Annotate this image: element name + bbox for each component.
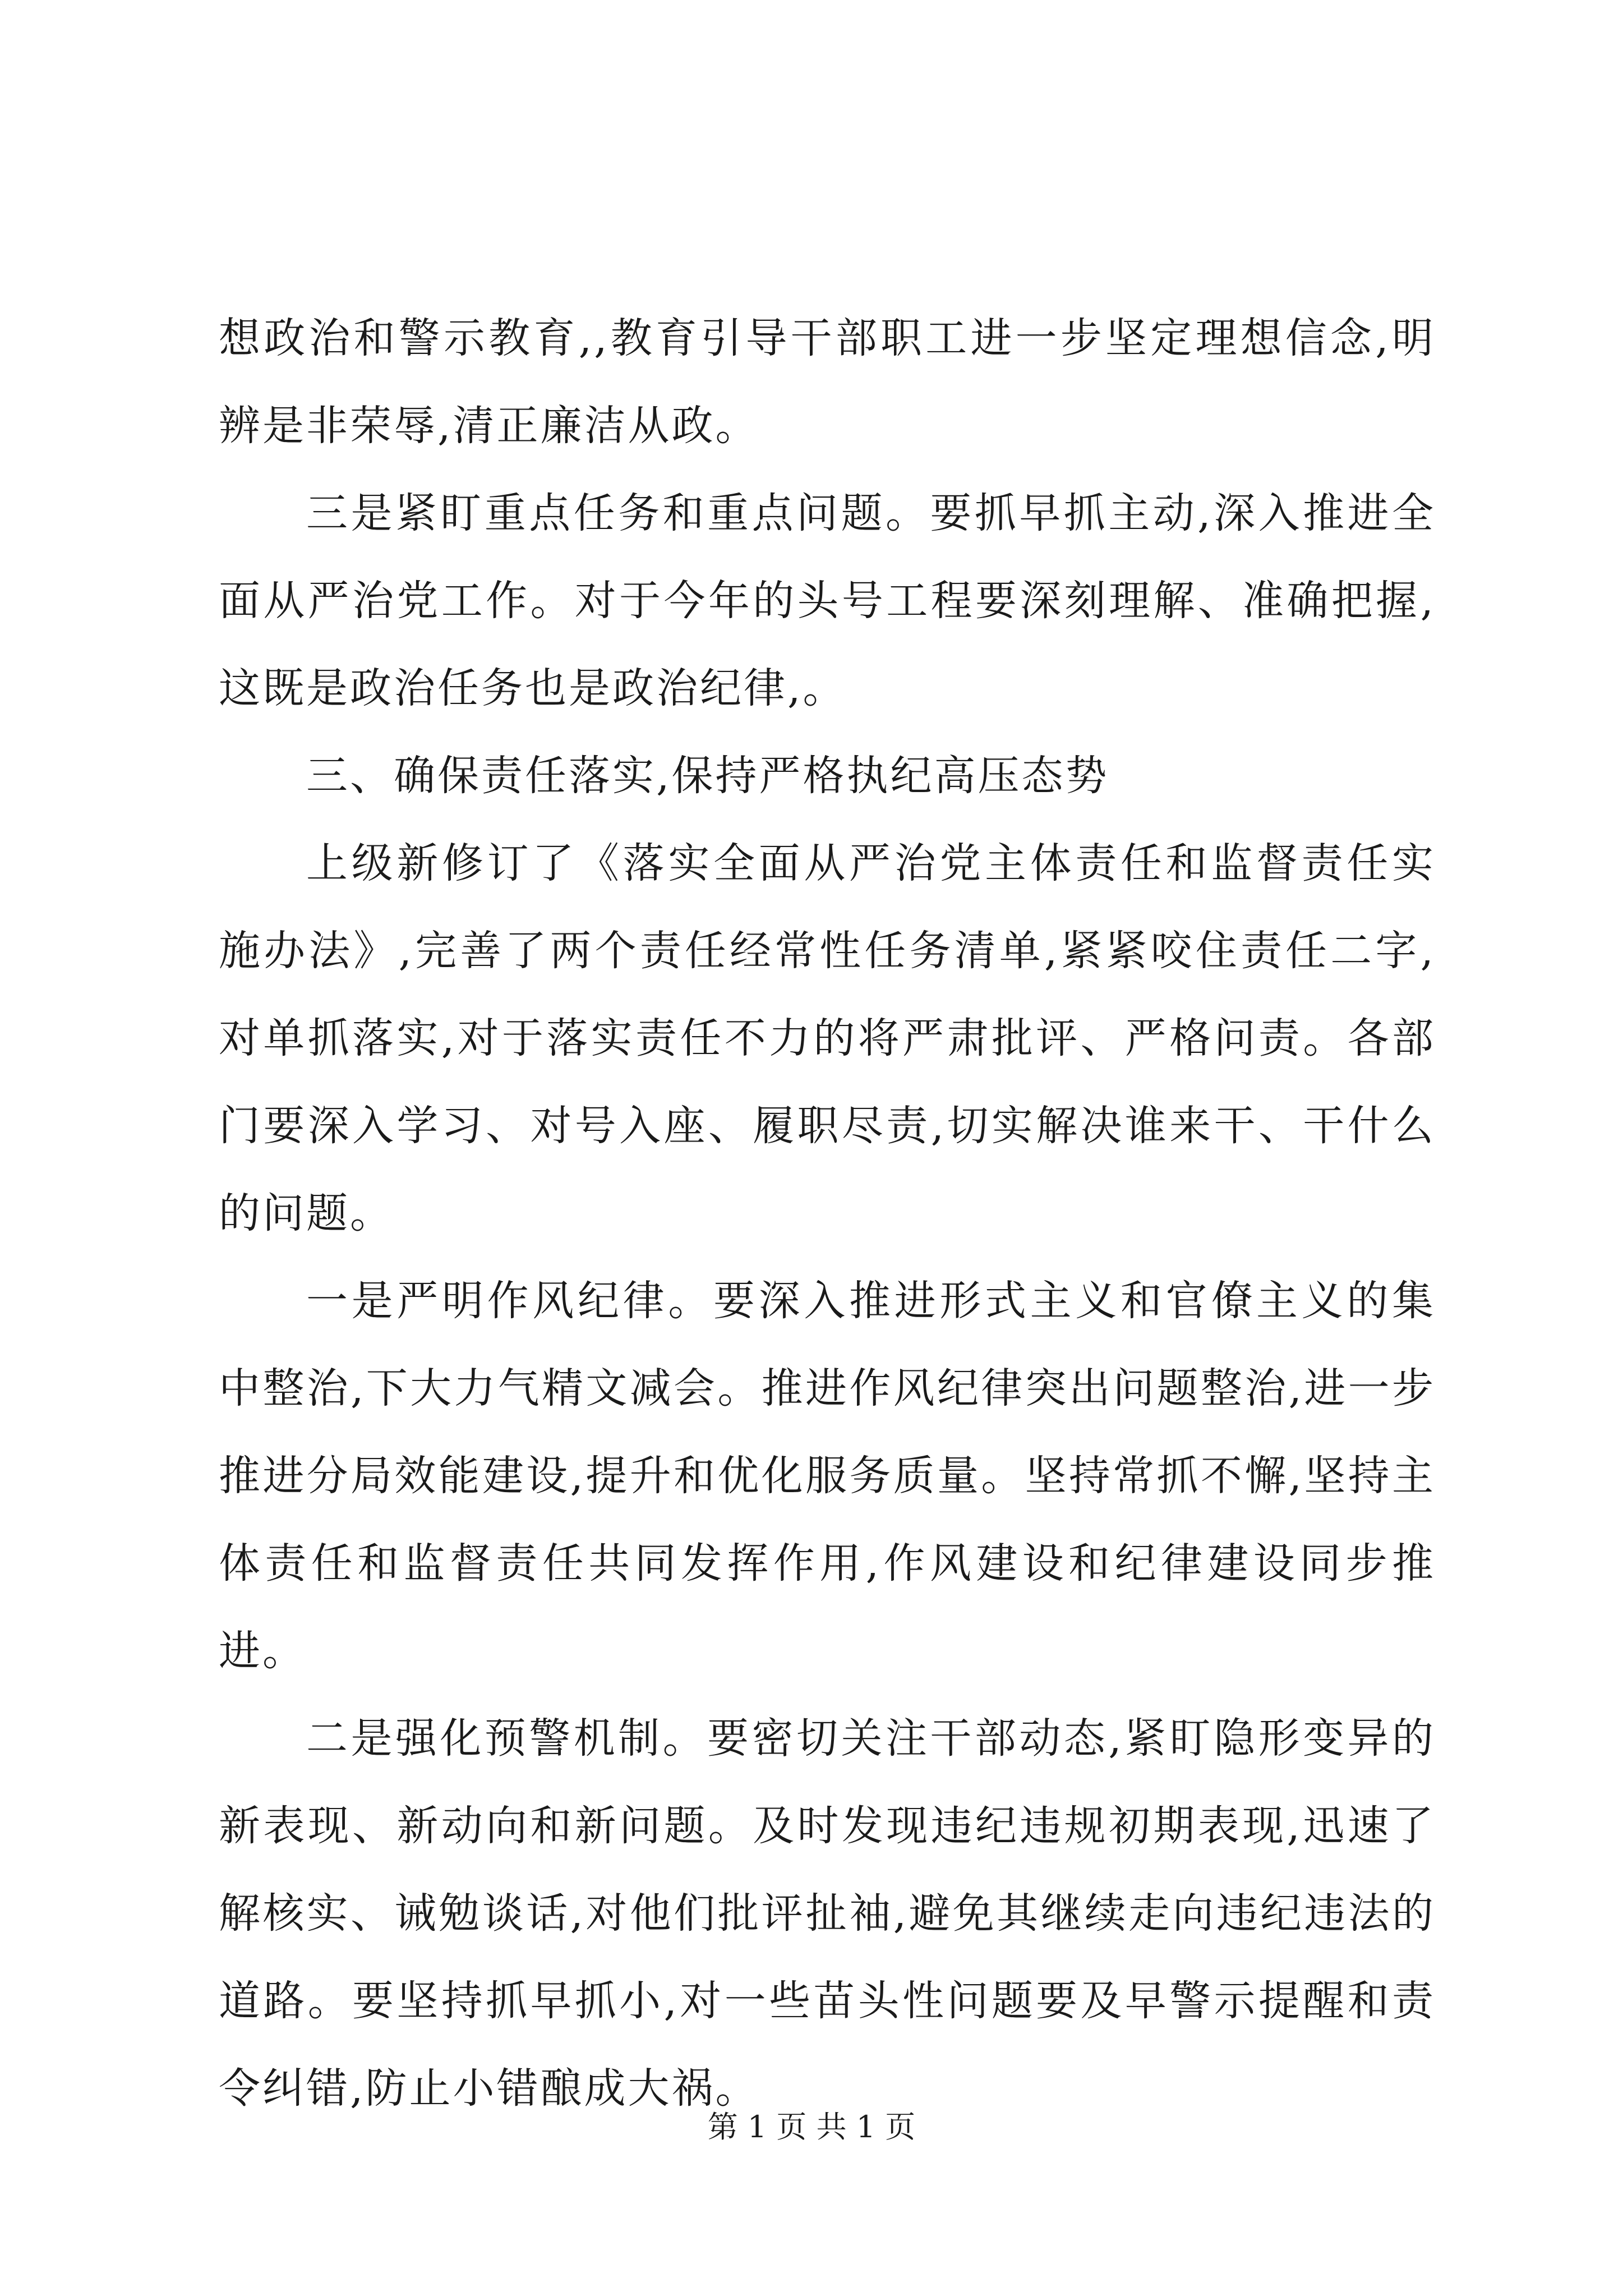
paragraph-work-style: 一是严明作风纪律。要深入推进形式主义和官僚主义的集中整治,下大力气精文减会。推进作风纪律突出问题整治,进一步推进分局效能建设,提升和优化服务质量。坚持常抓不懈,坚持主体责任和监督责任共同发挥作用,作风建设和纪律建设同步推进。 [219, 1277, 1436, 1675]
section-heading-responsibility: 三、确保责任落实,保持严格执纪高压态势 [306, 752, 1109, 800]
paragraph-early-warning: 二是强化预警机制。要密切关注干部动态,紧盯隐形变异的新表现、新动向和新问题。及时发现违纪违规初期表现,迅速了解核实、诫勉谈话,对他们批评扯袖,避免其继续走向违纪违法的道路。要坚持抓早抓小,对一些苗头性问题要及早警示提醒和责令纠错,防止小错酿成大祸。 [219, 1714, 1436, 2113]
page-footer: 第 1 页 共 1 页 [707, 2109, 916, 2145]
paragraph-continuation: 想政治和警示教育,,教育引导干部职工进一步坚定理想信念,明辨是非荣辱,清正廉洁从政。 [219, 314, 1436, 450]
document-body [219, 295, 1436, 2132]
paragraph-responsibility: 上级新修订了《落实全面从严治党主体责任和监督责任实施办法》,完善了两个责任经常性任务清单,紧紧咬住责任二字,对单抓落实,对于落实责任不力的将严肃批评、严格问责。各部门要深入学习、对号入座、履职尽责,切实解决谁来干、干什么的问题。 [219, 839, 1436, 1237]
paragraph-task-focus: 三是紧盯重点任务和重点问题。要抓早抓主动,深入推进全面从严治党工作。对于今年的头号工程要深刻理解、准确把握,这既是政治任务也是政治纪律,。 [219, 489, 1436, 712]
